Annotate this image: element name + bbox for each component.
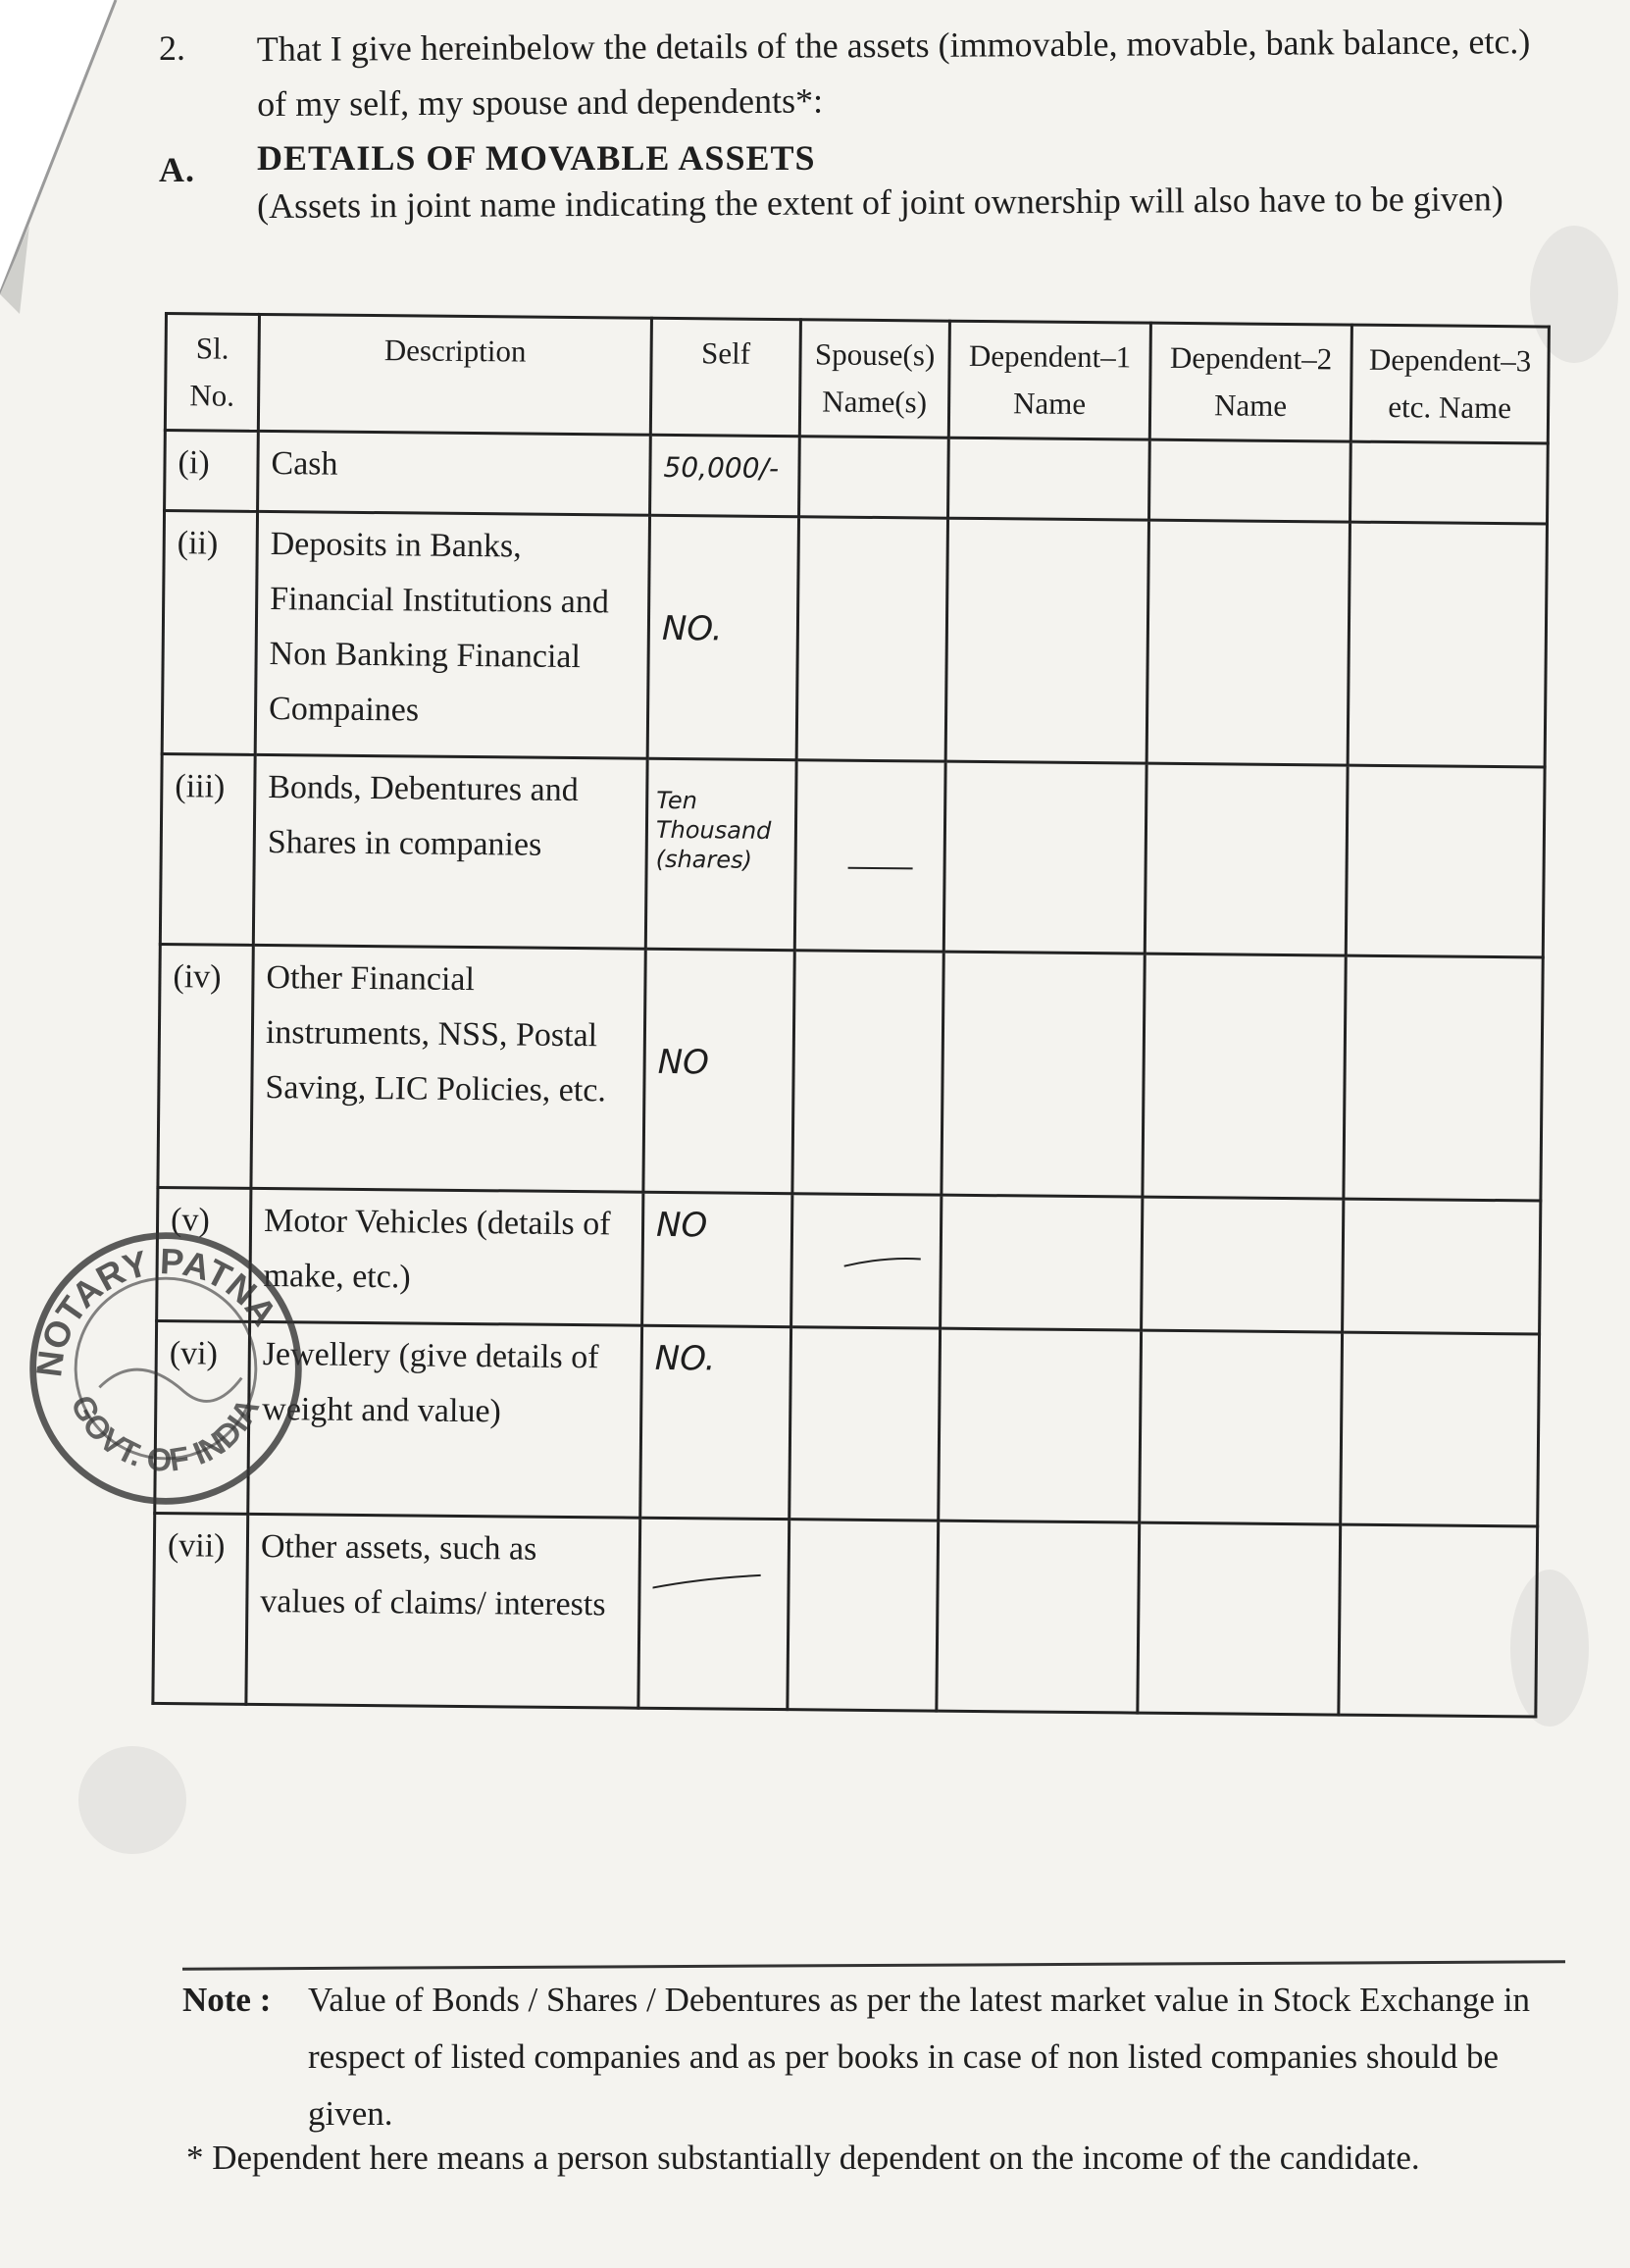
- dash-mark: [808, 765, 917, 884]
- row-dependent-1: [948, 438, 1150, 520]
- row-spouse: [796, 517, 947, 761]
- row-dependent-2: [1149, 439, 1351, 522]
- stamp-top-text: NOTARY PATNA: [28, 1241, 285, 1379]
- header-dependent-3: Dependent–3 etc. Name: [1350, 325, 1549, 443]
- header-sl-no: Sl. No.: [165, 314, 259, 432]
- stamp-bottom-text: GOVT. OF INDIA: [64, 1389, 267, 1479]
- row-dependent-2: [1142, 1197, 1344, 1332]
- row-dependent-3: [1348, 522, 1547, 767]
- section-title: DETAILS OF MOVABLE ASSETS: [257, 138, 816, 178]
- row-dependent-3: [1339, 1524, 1538, 1717]
- row-dependent-2: [1138, 1522, 1341, 1715]
- row-dependent-3: [1341, 1332, 1540, 1526]
- note-label: Note :: [182, 1981, 272, 2019]
- row-spouse: [792, 951, 943, 1195]
- dash-mark: [652, 1523, 790, 1613]
- row-dependent-2: [1140, 1330, 1343, 1524]
- section-letter: A.: [159, 150, 195, 189]
- table-row: [153, 1513, 1538, 1717]
- row-sl: (ii): [162, 511, 257, 755]
- table-row: [158, 944, 1543, 1201]
- row-dependent-1: [939, 1328, 1142, 1522]
- header-dependent-1: Dependent–1 Name: [948, 321, 1150, 439]
- header-description: Description: [258, 314, 651, 435]
- row-self-value: [638, 1518, 790, 1709]
- row-dependent-1: [937, 1521, 1140, 1713]
- row-sl: (i): [165, 431, 259, 512]
- row-sl: (iv): [158, 944, 253, 1188]
- table-row: [155, 1320, 1540, 1526]
- table-row: [157, 1187, 1541, 1334]
- row-dependent-3: [1346, 765, 1545, 957]
- note-text: Value of Bonds / Shares / Debentures as per the latest market value in Stock Exchange in respect of listed companies and as per books in case of non listed companies should be given.: [308, 1981, 1531, 2133]
- row-dependent-3: [1350, 441, 1549, 524]
- row-spouse: [788, 1520, 939, 1711]
- row-dependent-1: [943, 761, 1146, 954]
- table-row: [160, 753, 1545, 957]
- row-sl: (vii): [153, 1513, 248, 1704]
- row-spouse: [799, 437, 949, 518]
- header-spouse: Spouse(s) Name(s): [799, 320, 949, 438]
- row-dependent-2: [1146, 520, 1350, 765]
- row-description: Deposits in Banks, Financial Institutions and Non Banking Financial Compaines: [255, 511, 649, 758]
- row-self-value: Ten Thousand (shares): [645, 758, 796, 950]
- header-dependent-2: Dependent–2 Name: [1149, 323, 1351, 441]
- paragraph-number: 2.: [159, 28, 185, 68]
- row-dependent-3: [1343, 1199, 1541, 1334]
- row-self-value: NO.: [647, 515, 798, 759]
- row-self-value: 50,000/-: [650, 435, 800, 516]
- footnote-dependent: * Dependent here means a person substantially dependent on the income of the candidate.: [186, 2139, 1420, 2177]
- row-dependent-3: [1344, 955, 1543, 1201]
- row-dependent-2: [1145, 763, 1348, 955]
- scan-smudge: [78, 1746, 186, 1854]
- row-sl: (vi): [155, 1320, 250, 1514]
- row-dependent-2: [1143, 954, 1346, 1199]
- section-subtitle: (Assets in joint name indicating the extent of joint ownership will also have to be given): [256, 179, 1503, 227]
- intro-paragraph: That I give hereinbelow the details of the assets (immovable, movable, bank balance, etc.) of my self, my spouse and dependents*:: [256, 22, 1531, 125]
- row-description: Other Financial instruments, NSS, Postal Saving, LIC Policies, etc.: [251, 945, 645, 1192]
- movable-assets-table: [151, 312, 1551, 1718]
- row-sl: (v): [157, 1187, 251, 1321]
- dash-mark: [805, 1199, 924, 1278]
- row-dependent-1: [942, 952, 1145, 1197]
- folded-corner: [0, 0, 137, 324]
- row-spouse: [794, 760, 945, 952]
- notary-stamp: [24, 1226, 308, 1511]
- table-row: [165, 431, 1549, 525]
- table-header-row: [165, 314, 1549, 444]
- table-row: [162, 511, 1547, 768]
- row-self-value: NO: [643, 949, 794, 1193]
- row-self-value: NO.: [640, 1325, 791, 1519]
- row-sl: (iii): [160, 753, 255, 945]
- row-self-value: NO: [642, 1192, 792, 1326]
- row-description: Cash: [258, 431, 651, 515]
- svg-text:GOVT. OF INDIA: [64, 1389, 266, 1478]
- row-dependent-1: [941, 1195, 1143, 1330]
- row-description: Bonds, Debentures and Shares in companies: [253, 754, 647, 949]
- row-spouse: [790, 1327, 941, 1521]
- row-description: Other assets, such as values of claims/ interests: [246, 1514, 640, 1708]
- row-dependent-1: [945, 518, 1148, 763]
- note-divider: [182, 1960, 1565, 1970]
- row-description: Motor Vehicles (details of make, etc.): [250, 1188, 643, 1325]
- header-self: Self: [650, 318, 800, 436]
- row-description: Jewellery (give details of weight and value): [248, 1321, 642, 1518]
- row-spouse: [791, 1194, 942, 1328]
